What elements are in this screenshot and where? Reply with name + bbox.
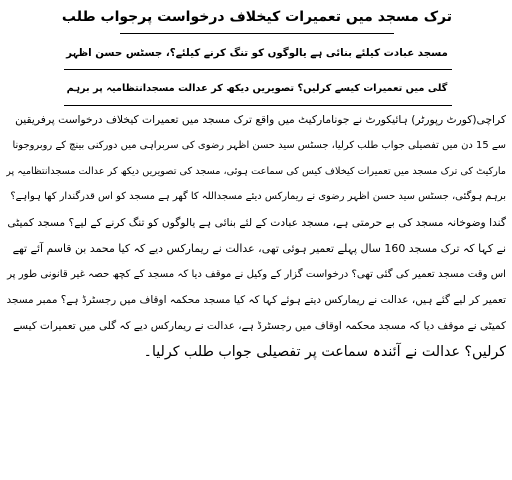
headline-underline-3	[64, 105, 452, 106]
headline-underline-2	[64, 69, 452, 70]
article-line-6: نے کہا کہ ترک مسجد 160 سال پہلے تعمیر ہوئی تھی، عدالت نے ریمارکس دیے کہ کیا محمد بن قاسم آئے تھے	[12, 242, 506, 255]
article-line-8: تعمیر کر لیے گئے ہیں، عدالت نے ریمارکس دیتے ہوئے کہا کہ کیا مسجد محکمہ اوقاف میں رجسٹرڈ ہے؟ ممبر مسجد	[6, 294, 506, 306]
article-line-7: اس وقت مسجد تعمیر کی گئی تھی؟ درخواست گزار کے وکیل نے موقف دیا کہ مسجد کے کچھ حصہ غیر قانونی طور پر	[7, 269, 506, 280]
headline-line-1: ترک مسجد میں تعمیرات کیخلاف درخواست پرجواب طلب	[62, 9, 452, 25]
article-line-1: کراچی(کورٹ رپورٹر) ہائیکورٹ نے جونامارکیٹ میں واقع ترک مسجد میں تعمیرات کیخلاف درخواست پرفریقین	[15, 113, 506, 126]
article-line-5: گندا وضوخانہ مسجد کی بے حرمتی ہے، مسجد عبادت کے لئے بنائی ہے یالوگوں کو تنگ کرنے کے لیے؟ مسجد کمیٹی	[7, 216, 506, 229]
headline-underline-1	[120, 33, 394, 34]
article-line-9: کمیٹی نے موقف دیا کہ مسجد محکمہ اوقاف میں رجسٹرڈ ہے، عدالت نے ریمارکس دیے کہ گلی میں تعمیرات کیسے	[13, 320, 506, 332]
headline-line-2: مسجد عبادت کیلئے بنائی ہے یالوگوں کو تنگ کرنے کیلئے؟، جسٹس حسن اظہر	[66, 47, 448, 59]
article-line-4: برہم ہوگئی، جسٹس سید حسن اظہر رضوی نے ریمارکس دیئے مسجداللہ کا گھر ہے مسجد کو اس قدرگندار کھا ہواہے؟	[10, 191, 506, 202]
headline-line-3: گلی میں تعمیرات کیسے کرلیں؟ تصویریں دیکھ کر عدالت مسجدانتظامیہ پر برہم	[66, 83, 448, 94]
article-line-10: کرلیں؟ عدالت نے آئندہ سماعت پر تفصیلی جواب طلب کرلیا۔	[143, 344, 506, 360]
article-line-2: سے 15 دن میں تفصیلی جواب طلب کرلیا، جسٹس سید حسن اظہر رضوی کی سربراہی میں دورکنی بینچ کے روبروجونا	[12, 140, 506, 151]
article-line-3: مارکیٹ کی ترک مسجد میں تعمیرات کیخلاف کیس کی سماعت ہوئی، مسجد کی تصویریں دیکھ کر عدالت مسجدانتظامیہ پر	[6, 166, 506, 177]
